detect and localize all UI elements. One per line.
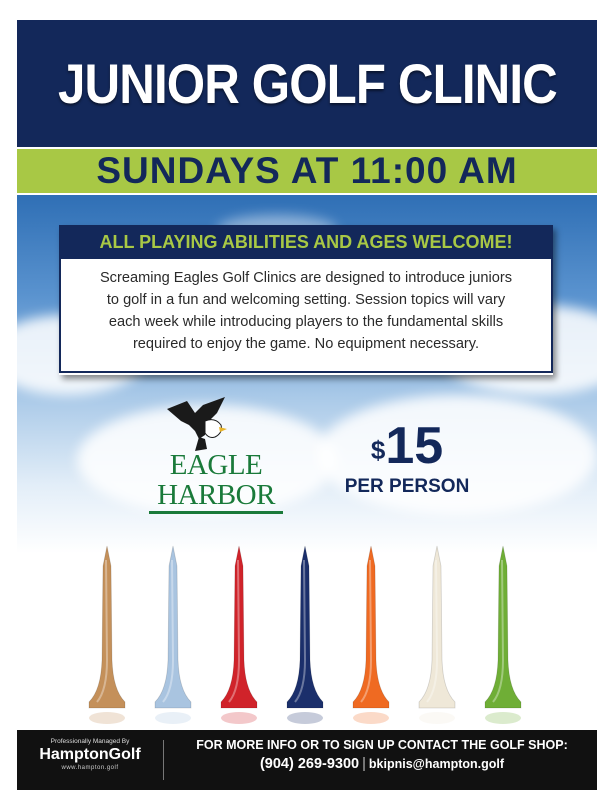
logo-underline [149, 511, 283, 514]
title-banner [17, 20, 597, 147]
golf-tees-image [17, 540, 597, 740]
schedule-banner [17, 147, 597, 195]
contact-details [169, 756, 595, 772]
email-link[interactable]: bkipnis@hampton.golf [368, 757, 505, 771]
eagle-icon [165, 395, 235, 455]
golf-tee [419, 546, 455, 724]
golf-tee [287, 546, 323, 724]
info-line: each week while introducing players to the fundamental skills [108, 314, 504, 330]
golf-tee [155, 546, 191, 724]
eagle-harbor-logo [149, 450, 283, 514]
managed-by-label: Professionally Managed By [50, 738, 130, 745]
page-title: JUNIOR GOLF CLINIC [57, 52, 557, 115]
info-heading: ALL PLAYING ABILITIES AND AGES WELCOME! [99, 231, 513, 252]
info-line: required to enjoy the game. No equipment necessary. [132, 336, 480, 352]
golf-tee [221, 546, 257, 724]
info-box [59, 225, 553, 375]
price-amount [327, 418, 487, 474]
info-line: to golf in a fun and welcoming setting. Session topics will vary [106, 292, 506, 308]
schedule-text: SUNDAYS AT 11:00 AM [96, 150, 518, 191]
contact-separator: | [362, 756, 366, 772]
info-body [59, 259, 553, 373]
price-unit: PER PERSON [344, 476, 470, 497]
price-currency: $ [370, 435, 386, 465]
contact-line: FOR MORE INFO OR TO SIGN UP CONTACT THE GOLF SHOP: [196, 738, 568, 752]
contact-info [169, 738, 595, 772]
logo-line-2: HARBOR [157, 479, 275, 511]
info-line: Screaming Eagles Golf Clinics are designed to introduce juniors [99, 270, 513, 286]
management-credit [25, 738, 155, 771]
price-block [327, 418, 487, 498]
golf-tee [485, 546, 521, 724]
phone-number[interactable]: (904) 269-9300 [259, 756, 360, 772]
info-heading-bar [59, 225, 553, 259]
golf-tee [353, 546, 389, 724]
price-value: 15 [385, 417, 444, 475]
flyer [17, 20, 597, 790]
golf-tee [89, 546, 125, 724]
logo-line-1: EAGLE [169, 449, 263, 481]
footer-divider [163, 740, 164, 780]
footer [17, 730, 597, 790]
hampton-url: www.hampton.golf [61, 765, 119, 771]
hampton-golf-logo: HamptonGolf [39, 746, 141, 763]
